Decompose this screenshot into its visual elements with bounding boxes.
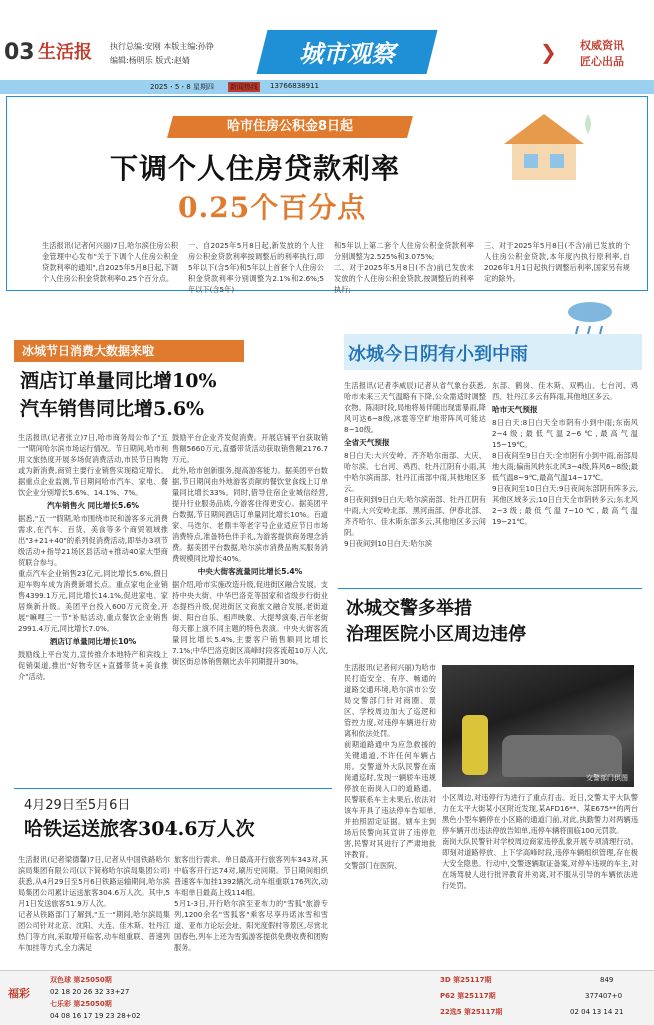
story2-column-1 xyxy=(18,432,168,682)
story4-title: 冰城今日阴有小到中雨 xyxy=(348,344,528,365)
story4-column-1 xyxy=(344,380,486,549)
lottery-numbers-1: 02 18 20 26 32 33+27 xyxy=(50,988,130,996)
lottery-numbers-2: 04 08 16 17 19 23 28+02 xyxy=(50,1012,141,1020)
story5-paragraph-4: 小区周边,对违停行为进行了重点打击。近日,交警太平大队警力在太平大街某小区附近发现,某AFD16**、某E675**的两台黑色小型车辆停在小区路的通道门前,对此,执勤警力对两辆违停车辆开出违法停放告知单,违停车辆将面临100元罚款。 xyxy=(442,793,638,835)
story3-paragraph-3: 旅客出行需求。单日最高开行旅客列车343对,其中临客开行达74对,刷历史同期。节日期间组织普速客车加挂1392辆次,动车组重联176列次,动车组单日最高上线114组。 xyxy=(174,855,328,897)
editor-credits xyxy=(110,40,214,68)
story3-divider xyxy=(14,788,332,789)
editor-line-1: 执行总编:安刚 本版主编:孙铮 xyxy=(110,42,214,51)
story1-paragraph-2: 一、自2025年5月8日起,新发放的个人住房公积金贷款利率按调整后的利率执行,即5年以下(含5年)和5年以上首套个人住房公积金贷款利率分别调整为2.1%和2.6%;5年以下(含5年) xyxy=(188,241,324,294)
lottery-numbers-4: 377407+0 xyxy=(585,992,623,1000)
story3-paragraph-1: 生活报讯(记者梁德馨)7日,记者从中国铁路哈尔滨局集团有限公司(以下简称哈尔滨局集团公司)获悉,从4月29日至5月6日铁路运输期间,哈尔滨局集团公司累计运送旅客304.6万人次。其中,5月1日发送旅客51.9万人次。 xyxy=(18,855,170,908)
story4-paragraph-7: 8日夜间至9日白天:全市阴有小到中雨,南部局地大雨;偏南风转东北风3~4级,阵风6~8级;最低气温8~9℃,最高气温14~17℃。 xyxy=(492,451,638,482)
section-title: 城市观察 xyxy=(299,39,395,68)
story4-column-2 xyxy=(492,380,638,527)
story2-paragraph-2: 据悉,"五一"假期,哈市围绕市民和游客多元消费需求,在汽车、百货、美食等多个商贸领域推出"3+21+40"的系列促消费活动,即举办3项节级活动+指导21场区县活动+推动40家大型商贸联合参与。 xyxy=(18,514,168,567)
story3-title: 哈铁运送旅客304.6万人次 xyxy=(24,818,255,840)
story2-paragraph-5: 鼓励平台企业齐发促消费。开展店铺平台获取销售额5660万元,直播带货活动获取销售额2176.7万元。 xyxy=(172,433,328,464)
story4-subhead-1: 全省天气预报 xyxy=(344,438,390,447)
photo-caption: 交警部门供图 xyxy=(586,774,628,782)
story5-title-line-2: 治理医院小区周边违停 xyxy=(346,624,526,645)
story4-subhead-2: 哈市天气预报 xyxy=(492,405,538,414)
story4-paragraph-4: 9日夜间到10日白天:哈尔滨 xyxy=(344,539,433,548)
story2-paragraph-6: 此外,哈市创新服务,提高游客能力。据美团平台数据,节日期间由外地游客贡献的餐饮堂食线上订单量同比增长33%。同时,借导住宿企业城信经营,提升行业服务品质,今游客住得更安心。据美团平台数据,节日期间酒店订单量同比增长10%。百道家、马迭尔、老鼎丰等老字号企业适应节日市场消费特点,准备特色伴手礼,为游客提供商务理念消费。据美团平台数据,哈尔滨市消费品购买服务消费规模同比增长40%。 xyxy=(172,466,328,563)
dateline-bar xyxy=(0,80,654,94)
lottery-game-5: 22选5 第25117期 xyxy=(440,1008,503,1016)
slogan-line-1: 权威资讯 xyxy=(580,39,624,52)
house-illustration-icon xyxy=(484,104,604,184)
story1-column-3 xyxy=(334,240,474,295)
story1-kicker xyxy=(167,116,413,138)
story5-paragraph-2: 前期道路通中为应急救援的关键通道,不许任何车辆占用。交警道外大队民警在南岗通巡时,发现一辆轿车违规停放在南岗入口的道路通。民警联系车主未果后,依法对该车开具了违法停车告知单,并拍照固定证据。辖车主到场后民警向其宣讲了违停危害,民警对其进行了严肃地批评教育。 xyxy=(344,740,436,859)
story5-title-line-1: 冰城交警多举措 xyxy=(346,598,472,619)
newspaper-brand: 生活报 xyxy=(38,42,92,63)
slogan xyxy=(556,38,648,70)
officer-figure xyxy=(462,715,488,775)
story2-column-2 xyxy=(172,432,328,667)
story4-paragraph-8: 9日夜间至10日白天:9日夜间东部阴有阵多云,其他区域多云;10日白天全市阴转多云;东北风2~3级;最低气温7~10℃,最高气温19~21℃。 xyxy=(492,484,638,526)
lottery-game-1: 双色球 第25050期 xyxy=(50,976,112,984)
lottery-game-3: 3D 第25117期 xyxy=(440,976,492,984)
story1-column-2 xyxy=(188,240,324,295)
story2-paragraph-4: 鼓励线上平台发力,宣传推介本地特产和宾线上促销渠道,推出"好物专区+直播带货+美食推介"活动, xyxy=(18,650,168,681)
story4-paragraph-6: 8日白天:8日白天全市阴有小到中雨;东南风2~4级;最低气温2~6℃,最高气温15~19℃。 xyxy=(492,418,638,449)
story1-paragraph-3: 和5年以上第二套个人住房公积金贷款利率分别调整为2.525%和3.075%; xyxy=(334,241,474,261)
story1-column-4 xyxy=(484,240,630,284)
story3-paragraph-2: 记者从铁路部门了解到,"五一"期间,哈尔滨局集团公司针对北京、沈阳、大连、佳木斯、牡丹江热门等方向,采取增开临客,动车组重联、普速列车加挂等方式,全力满足 xyxy=(18,910,170,952)
story3-kicker: 4月29日至5月6日 xyxy=(24,798,131,813)
story1-paragraph-4: 二、对于2025年5月8日(不含)前已发放未发放的个人住房公积金贷款,按调整后的利率执行; xyxy=(334,263,474,294)
story3-column-1 xyxy=(18,854,170,953)
issue-date: 2025・5・8 星期四 xyxy=(150,83,214,91)
story4-paragraph-1: 生活报讯(记者李威辰)记者从省气象台获悉,哈市未来三天气温略有下降,公众需适时调整衣物。陈雨时段,局地将易伴随出现雷暴雨,降风可达6~8级,冰雹等空旷地带阵风可能达8~10级。 xyxy=(344,381,486,434)
story2-title-line-1: 酒店订单量同比增10% xyxy=(20,370,217,392)
lottery-numbers-5: 02 04 13 14 21 xyxy=(570,1008,624,1016)
traffic-police-photo xyxy=(442,665,634,787)
story3-paragraph-4: 5月1-3日,开行哈尔滨至亚布力的"雪狐"旅游专列,1200余名"雪狐客"乘客尽享丹诺冰雪和雪道、亚布力论坛会址、阳光度假村等景区,尽赏北国春色,列车上还为雪狐游客提供免费收费和团购服务。 xyxy=(174,899,328,952)
arrow-right-icon: ❯ xyxy=(540,40,557,64)
page-header xyxy=(0,0,654,86)
story2-subhead-1: 汽车销售火 同比增长5.6% xyxy=(46,501,140,510)
story5-column-2 xyxy=(442,792,638,891)
story5-paragraph-1: 生活报讯(记者何兴丽)为哈市民打造安全、有序、畅通的道路交通环境,哈尔滨市公安局交警部门针对商圈、景区、学校周边加大了巡逻和管控力度,对违停车辆进行劝离和依法处罚。 xyxy=(344,663,436,738)
story5-column-1 xyxy=(344,662,436,871)
parked-car xyxy=(502,735,622,777)
story3-column-2 xyxy=(174,854,328,953)
story2-title-line-2: 汽车销售同比增5.6% xyxy=(20,398,205,420)
story2-kicker: 冰城节日消费大数据来啦 xyxy=(14,340,244,362)
story5-paragraph-3: 交警部门在医院、 xyxy=(344,861,402,870)
story1-paragraph-1: 生活报讯(记者何兴丽)7日,哈尔滨住房公积金管理中心发布"关于下调个人住房公积金贷款利率的通知",自2025年5月8日起,下调个人住房公积金贷款利率0.25个百分点。 xyxy=(42,241,178,283)
hotline-label: 新闻热线 xyxy=(230,83,258,91)
story2-subhead-3: 中央大街客流量同比增长5.4% xyxy=(197,567,303,576)
story1-column-1 xyxy=(42,240,178,284)
story1-subtitle: 0.25个百分点 xyxy=(178,191,367,224)
story2-paragraph-1: 生活报讯(记者张立)7日,哈市商务局公布了"五一"期间哈尔滨市场运行情况。节日期间,哈市利用文旅热度开展多场促消费活动,市民节日购物或为新消费,商贸主要行业销售实现稳定增长。据重点企业监测,节日期间哈市汽车、家电、餐饮企业分别增长5.6%、14.1%、7%。 xyxy=(18,433,168,497)
rain-cloud-icon xyxy=(560,298,620,338)
story2-paragraph-3: 重点汽车企业销售23亿元,同比增长5.6%,假日迎车购车成为消费新增长点。重点家电企业销售4399.1万元,同比增长14.1%,促进家电、家居焕新升级。美团平台投入600万元资金,开展"嘛哩三一节"补贴活动,重点餐饮企业销售2991.4万元,同比增长7.0%。 xyxy=(18,569,168,633)
lottery-game-4: P62 第25117期 xyxy=(440,992,496,1000)
story4-paragraph-5: 东部、鹤岗、佳木斯、双鸭山、七台河、鸡西、牡丹江多云有阵雨,其他地区多云。 xyxy=(492,381,638,401)
story1-paragraph-5: 三、对于2025年5月8日(不含)前已发放的个人住房公积金贷款,本年度内执行原利率,自2026年1月1日起执行调整后利率,国家另有规定的除外。 xyxy=(484,241,630,283)
story5-paragraph-5: 南岗大队民警针对学校周边商家违停乱象开展专项清理行动。即刻对道路停放、上下学高峰时段,违停车辆组织管理,存在极大安全隐患。行动中,交警逐辆取证备案,对停车违规的车主,对在场驾驶人进行批评教育并劝离,对不服从引导的车辆依法进行处罚。 xyxy=(442,837,638,890)
slogan-line-2: 匠心出品 xyxy=(580,55,624,68)
story2-subhead-2: 酒店订单量同比增长10% xyxy=(49,637,137,646)
story1-kicker-text: 哈市住房公积金8日起 xyxy=(226,119,354,134)
lottery-brand: 福彩 xyxy=(8,987,30,1000)
story5-divider xyxy=(338,588,642,589)
editor-line-2: 编辑:杨明乐 版式:赵婧 xyxy=(110,56,190,65)
page-number: 03 xyxy=(4,40,35,65)
lottery-game-2: 七乐彩 第25050期 xyxy=(50,1000,112,1008)
lottery-numbers-3: 849 xyxy=(600,976,614,984)
story4-paragraph-2: 8日白天:大兴安岭、齐齐哈尔南部、大庆、哈尔滨、七台河、鸡西、牡丹江阴有小雨,其中哈尔滨南部、牡丹江南部中雨,其他地区多云。 xyxy=(344,451,486,493)
lottery-results-bar xyxy=(0,970,654,1025)
hotline-number: 13766838911 xyxy=(270,82,319,90)
story1-title: 下调个人住房贷款利率 xyxy=(110,152,401,185)
story2-paragraph-7: 据介绍,哈市实施改造升级,促进街区融合发展。支持中央大街、中华巴洛克等国家和省级步行街业态提档升级,促进街区文商旅文融合发展,老街道街、阳台自乐、相声映象、大提琴演奏,百年老街每天都上演不同主题的特色表演。中央大街客流量同比增长5.4%,主要客户销售额同比增长7.1%;中华巴洛克街区高峰时段客流超10万人次,街区街总体销售额比去年同期提升30%。 xyxy=(172,580,328,666)
story4-paragraph-3: 8日夜间到9日白天:哈尔滨南部、牡丹江阴有中雨,大兴安岭北部、黑河南部、伊春北部、齐齐哈尔、佳木斯东部多云,其他地区多云间阴。 xyxy=(344,495,486,537)
